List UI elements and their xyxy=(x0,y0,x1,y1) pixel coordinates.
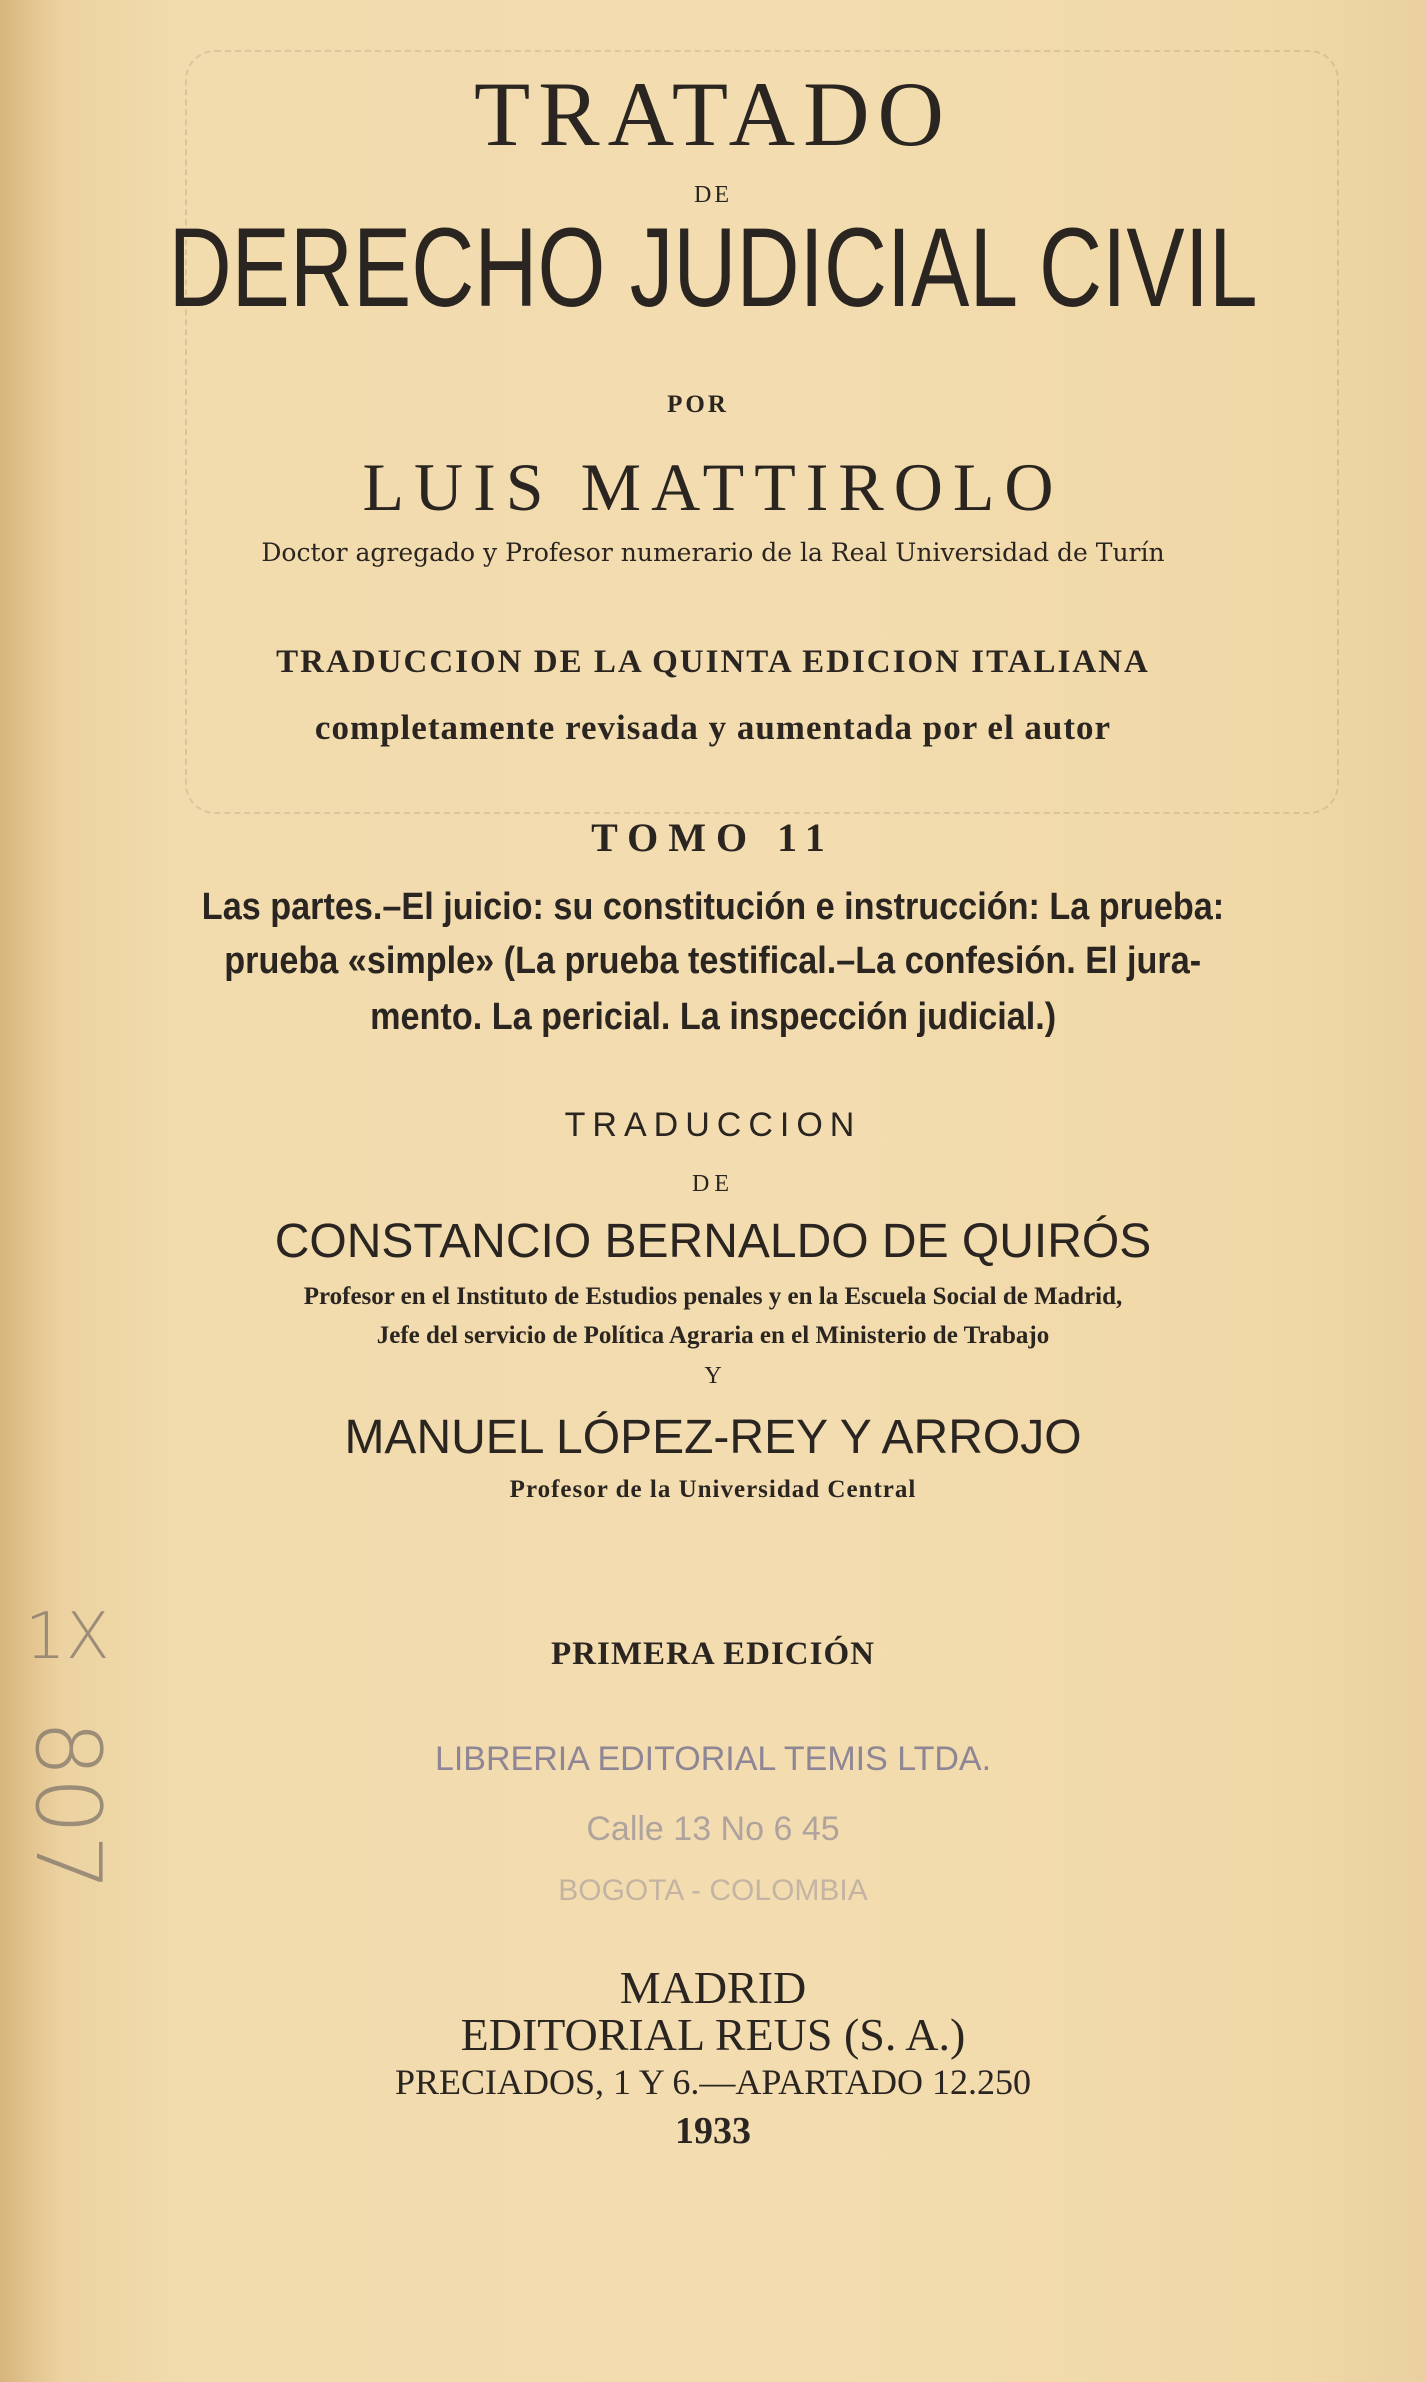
translator1-name: CONSTANCIO BERNALDO DE QUIRÓS xyxy=(274,1215,1152,1268)
author-credentials: Doctor agregado y Profesor numerario de la Real Universidad de Turín xyxy=(261,538,1165,567)
translation-de: DE xyxy=(692,1171,734,1197)
contents-line: prueba «simple» (La prueba testifical.–La confesión. El jura- xyxy=(224,940,1202,982)
title: TRATADO xyxy=(474,63,952,165)
first-edition: PRIMERA EDICIÓN xyxy=(551,1636,875,1672)
translator2-credentials: Profesor de la Universidad Central xyxy=(509,1476,917,1503)
edition-line-2: completamente revisada y aumentada por el autor xyxy=(314,708,1112,747)
bookseller-stamp-line: LIBRERIA EDITORIAL TEMIS LTDA. xyxy=(434,1740,992,1778)
por: POR xyxy=(667,391,729,418)
handwritten-note: 807 xyxy=(15,1720,120,1892)
conjunction: Y xyxy=(704,1363,722,1389)
bookseller-stamp-line: BOGOTA - COLOMBIA xyxy=(558,1874,868,1907)
volume: TOMO 11 xyxy=(591,815,835,860)
author: LUIS MATTIROLO xyxy=(362,449,1064,525)
contents-line: Las partes.–El juicio: su constitución e instrucción: La prueba: xyxy=(201,886,1225,928)
contents-line: mento. La pericial. La inspección judicial.) xyxy=(369,996,1057,1038)
translator1-credentials: Jefe del servicio de Política Agraria en el Ministerio de Trabajo xyxy=(376,1322,1050,1349)
imprint-publisher: EDITORIAL REUS (S. A.) xyxy=(460,2009,966,2060)
translator1-credentials: Profesor en el Instituto de Estudios penales y en la Escuela Social de Madrid, xyxy=(303,1283,1123,1310)
imprint-year: 1933 xyxy=(675,2110,751,2152)
imprint-address: PRECIADOS, 1 Y 6.—APARTADO 12.250 xyxy=(394,2062,1032,2102)
subject: DERECHO JUDICIAL CIVIL xyxy=(168,205,1258,330)
translation-label: TRADUCCION xyxy=(564,1106,862,1144)
title-de: DE xyxy=(694,182,732,208)
translator2-name: MANUEL LÓPEZ-REY Y ARROJO xyxy=(344,1411,1082,1464)
edition-line-1: TRADUCCION DE LA QUINTA EDICION ITALIANA xyxy=(276,644,1150,680)
handwritten-note: 1X xyxy=(25,1600,110,1674)
imprint-city: MADRID xyxy=(619,1962,807,2013)
bookseller-stamp-line: Calle 13 No 6 45 xyxy=(586,1810,840,1848)
